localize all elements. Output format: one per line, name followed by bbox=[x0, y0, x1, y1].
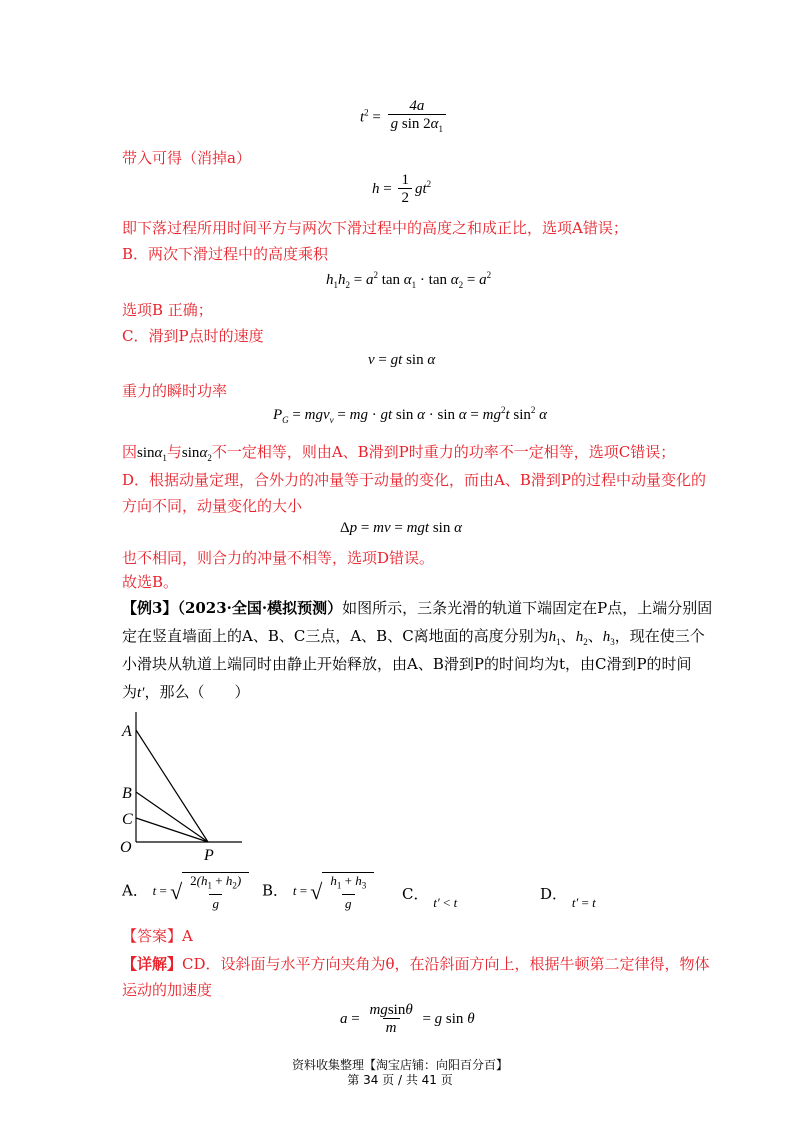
equation-acceleration: a = $\frac{mgsin\theta}{m}$ = g sin θ bbox=[340, 1002, 475, 1036]
detail-line-2: 运动的加速度 bbox=[122, 981, 213, 999]
text-option-d-direction: 方向不同，动量变化的大小 bbox=[122, 497, 303, 515]
footer-page-number: 第 34 页 / 共 41 页 bbox=[347, 1073, 453, 1087]
text-substitute: 带入可得（消掉a） bbox=[122, 149, 251, 167]
detail-line-1: 【详解】CD．设斜面与水平方向夹角为θ，在沿斜面方向上，根据牛顿第二定律得，物体 bbox=[122, 955, 710, 973]
track-b bbox=[136, 792, 208, 842]
label-a: A bbox=[122, 723, 132, 740]
label-p: P bbox=[204, 847, 214, 864]
example-line-4: 为t′，那么（ ） bbox=[122, 683, 250, 701]
equation-h1h2: $h_1h_2 = a^2$ $\tan \alpha_1 \cdot \tan \alpha_2 = a^2$ bbox=[326, 270, 492, 290]
track-diagram bbox=[110, 710, 250, 865]
equation-power: $P_G = mgv_v$ = mg · gt $\sin \alpha \cdot \sin \alpha = mg^2t$ $\sin^2 \alpha$ bbox=[273, 405, 548, 425]
track-a bbox=[136, 730, 208, 842]
footer-source: 资料收集整理【淘宝店铺：向阳百分百】 bbox=[291, 1058, 508, 1072]
example-line-2: 定在竖直墙面上的A、B、C三点，A、B、C离地面的高度分别为$h_1$、$h_2$、$h_3$，现在使三个 bbox=[122, 627, 705, 647]
text-instant-power: 重力的瞬时功率 bbox=[122, 382, 228, 400]
text-option-c-velocity: C．滑到P点时的速度 bbox=[122, 327, 264, 345]
text-option-c-wrong: 因sinα$_1$与sinα$_2$不一定相等，则由A、B滑到P时重力的功率不一定相等，选项C错误； bbox=[122, 443, 676, 463]
equation-velocity: v = gt sin α bbox=[368, 352, 436, 368]
label-c: C bbox=[122, 811, 133, 828]
text-option-b-product: B．两次下滑过程中的高度乘积 bbox=[122, 245, 329, 263]
text-option-b-correct: 选项B 正确； bbox=[122, 301, 213, 319]
text-option-d-wrong: 也不相同，则合力的冲量不相等，选项D错误。 bbox=[122, 549, 435, 567]
equation-h: h = $\frac{1}{2}$ $gt^2$ bbox=[372, 172, 432, 206]
equation-momentum: Δp = mv = mgt sin α bbox=[340, 520, 462, 536]
option-d[interactable]: D． t′ = t bbox=[540, 885, 596, 910]
equation-t-squared: $t^2$ = $\frac{4a}{g \sin 2\alpha_1}$ bbox=[360, 98, 449, 138]
option-a[interactable]: A． t = √ $\frac{2(h_1 + h_2)}{g}$ bbox=[122, 872, 249, 913]
example-line-1: 【例3】（2023·全国·模拟预测）如图所示，三条光滑的轨道下端固定在P点，上端分别固 bbox=[122, 599, 713, 617]
example-line-3: 小滑块从轨道上端同时由静止开始释放，由A、B滑到P的时间均为t，由C滑到P的时间 bbox=[122, 655, 692, 673]
label-o: O bbox=[120, 839, 132, 856]
text-option-a-wrong: 即下落过程所用时间平方与两次下滑过程中的高度之和成正比，选项A错误； bbox=[122, 219, 628, 237]
text-option-d-theorem: D．根据动量定理，合外力的冲量等于动量的变化，而由A、B滑到P的过程中动量变化的 bbox=[122, 471, 706, 489]
label-b: B bbox=[122, 785, 132, 802]
option-c[interactable]: C． t′ < t bbox=[402, 885, 458, 910]
option-b[interactable]: B． t = √ $\frac{h_1 + h_3}{g}$ bbox=[262, 872, 374, 913]
text-choose-b: 故选B。 bbox=[122, 573, 179, 591]
answer-line: 【答案】A bbox=[122, 927, 193, 945]
track-c bbox=[136, 818, 208, 842]
